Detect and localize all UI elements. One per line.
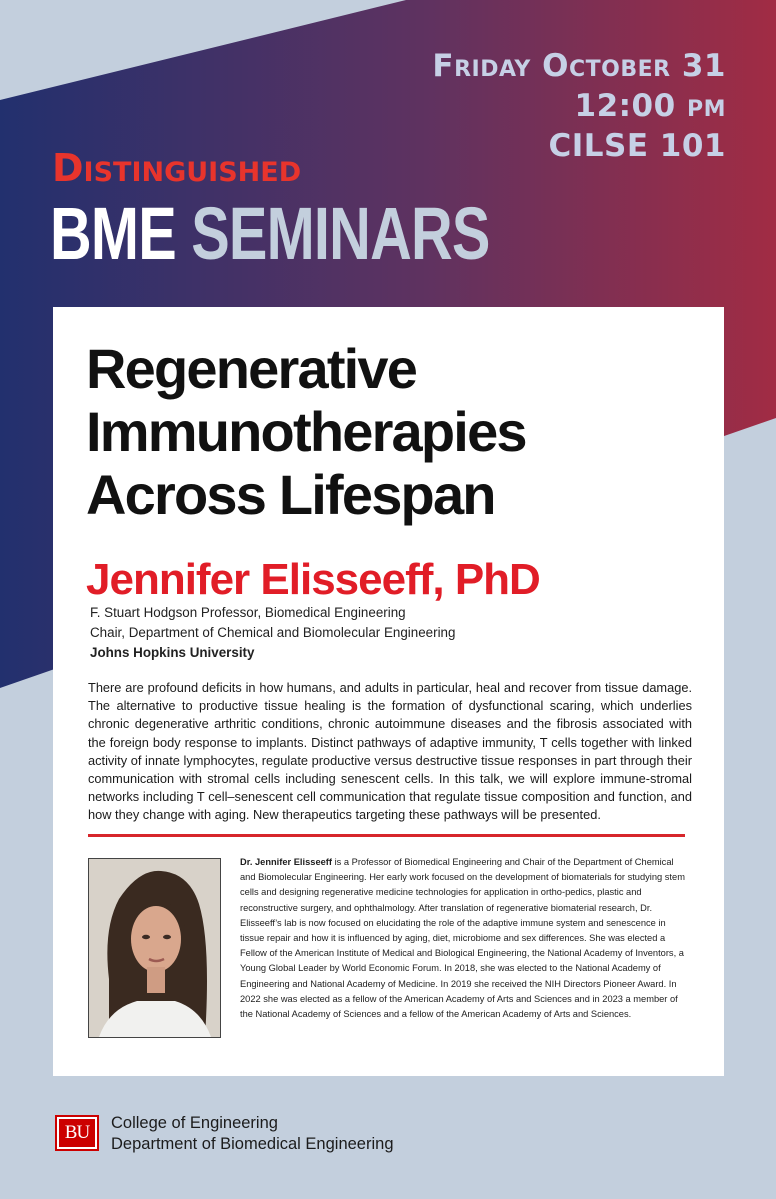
series-label-bme: BME <box>50 192 176 275</box>
speaker-affiliation <box>90 603 455 663</box>
talk-title <box>86 337 706 526</box>
speaker-bio <box>240 855 685 1022</box>
bio-text: is a Professor of Biomedical Engineering and Chair of the Department of Chemical and Biomolecular Engineering. Her early work focused on the development of biomaterials for studying stem cells and designing regenerative medicine technologies for application in ortho-pedics, plastic and reconstructive surgery, and ophthalmology. After translation of regenerative biomaterial research, Dr. Elisseeff’s lab is now focused on elucidating the role of the adaptive immune system and senescence in tissue repair and how it is influenced by aging, diet, microbiome and sex differences. She was elected a Fellow of the American Institute of Medical and Biological Engineering, the National Academy of Inventors, a Young Global Leader by World Economic Forum. In 2018, she was elected to the National Academy of Engineering and National Academy of Medicine. In 2019 she received the NIH Directors Pioneer Award. In 2022 she was elected as a fellow of the American Academy of Arts and Sciences and in 2023 a member of the National Academy of Sciences and a fellow of the American Academy of Arts and Sciences. <box>240 857 685 1020</box>
event-date: Friday October 31 <box>432 48 726 84</box>
series-label <box>50 190 490 278</box>
speaker-position-1: F. Stuart Hodgson Professor, Biomedical Engineering <box>90 605 406 620</box>
bu-logo <box>55 1115 99 1151</box>
event-time: 12:00 pm <box>574 88 726 124</box>
series-label-distinguished: Distinguished <box>52 146 302 190</box>
content-card <box>53 307 724 1076</box>
bu-logo-text: BU <box>59 1119 95 1147</box>
talk-abstract: There are profound deficits in how humans, and adults in particular, heal and recover from tissue damage. The alternative to productive tissue healing is the formation of dysfunctional scaring, which underlies chronic degenerative arthritic conditions, chronic autoimmune diseases and the fibrosis associated with the foreign body response to implants. Distinct pathways of adaptive immunity, T cells together with linked activity of innate lymphocytes, regulate productive versus destructive tissue responses in part through their communication with stromal cells including senescent cells. In this talk, we will explore immune-stromal networks including T cell–senescent cell communication that regulate tissue composition and function, and how they change with aging. New therapeutics targeting these pathways will be presented. <box>88 680 692 823</box>
speaker-university: Johns Hopkins University <box>90 645 255 660</box>
speaker-position-2: Chair, Department of Chemical and Biomolecular Engineering <box>90 625 456 640</box>
footer-college: College of Engineering <box>111 1114 278 1132</box>
footer-department: Department of Biomedical Engineering <box>111 1135 394 1153</box>
series-label-seminars: SEMINARS <box>191 192 490 275</box>
event-location: CILSE 101 <box>548 128 726 164</box>
speaker-photo <box>88 858 221 1038</box>
event-info <box>432 46 726 166</box>
talk-title-line: Immunotherapies <box>86 400 526 463</box>
talk-title-line: Regenerative <box>86 337 417 400</box>
bio-name: Dr. Jennifer Elisseeff <box>240 857 332 867</box>
speaker-name: Jennifer Elisseeff, PhD <box>86 555 540 604</box>
footer-text <box>111 1113 394 1155</box>
section-divider <box>88 834 685 837</box>
talk-title-line: Across Lifespan <box>86 463 495 526</box>
